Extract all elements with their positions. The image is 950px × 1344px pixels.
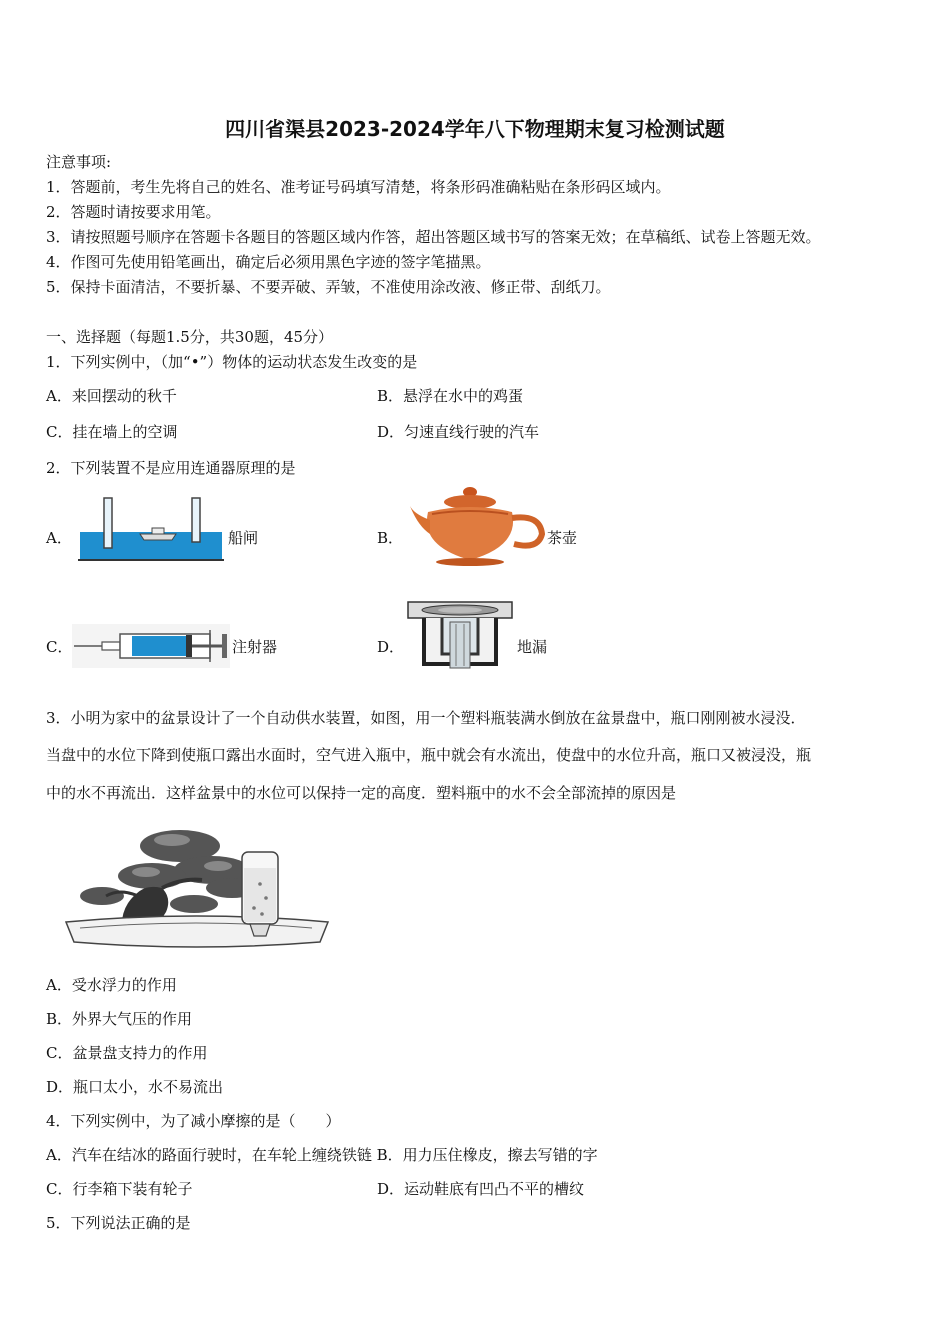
q1-option-b: B．悬浮在水中的鸡蛋: [377, 387, 524, 405]
notice-item: 2．答题时请按要求用笔。: [46, 203, 221, 221]
q2-option-b-label: B．: [377, 529, 404, 547]
q3-option-c: C．盆景盘支持力的作用: [46, 1044, 208, 1062]
notice-item: 3．请按照题号顺序在答题卡各题目的答题区域内作答，超出答题区域书写的答案无效；在草稿纸、试卷上答题无效。: [46, 228, 821, 246]
syringe-figure: [72, 624, 230, 668]
question-4-stem: 4．下列实例中，为了减小摩擦的是（ ）: [46, 1112, 341, 1130]
q2-option-a-label: A．: [46, 529, 72, 547]
q1-option-d: D．匀速直线行驶的汽车: [377, 423, 540, 441]
q4-option-c: C．行李箱下装有轮子: [46, 1180, 193, 1198]
q2-option-c-caption: 注射器: [232, 638, 278, 656]
question-5-stem: 5．下列说法正确的是: [46, 1214, 191, 1232]
page-title: 四川省渠县2023-2024学年八下物理期末复习检测试题: [225, 117, 725, 141]
question-2-stem: 2．下列装置不是应用连通器原理的是: [46, 459, 296, 477]
q2-option-d-label: D．: [377, 638, 405, 656]
ship-lock-figure: [78, 494, 224, 562]
q3-option-d: D．瓶口太小，水不易流出: [46, 1078, 224, 1096]
q4-options-ab: A．汽车在结冰的路面行驶时，在车轮上缠绕铁链 B．用力压住橡皮，擦去写错的字: [46, 1146, 598, 1164]
q3-option-b: B．外界大气压的作用: [46, 1010, 193, 1028]
question-3-line: 中的水不再流出．这样盆景中的水位可以保持一定的高度．塑料瓶中的水不会全部流掉的原因是: [46, 784, 677, 802]
notice-heading: 注意事项:: [46, 153, 112, 171]
q2-option-c-label: C．: [46, 638, 73, 656]
q1-option-a: A．来回摆动的秋千: [46, 387, 177, 405]
question-3-line: 3．小明为家中的盆景设计了一个自动供水装置，如图，用一个塑料瓶装满水倒放在盆景盘中，瓶口刚刚被水浸没．: [46, 709, 806, 727]
notice-item: 4．作图可先使用铅笔画出，确定后必须用黑色字迹的签字笔描黑。: [46, 253, 491, 271]
section-heading: 一、选择题（每题1.5分，共30题，45分）: [46, 328, 334, 346]
q1-option-c: C．挂在墙上的空调: [46, 423, 178, 441]
q4-option-d: D．运动鞋底有凹凸不平的槽纹: [377, 1180, 585, 1198]
q2-option-b-caption: 茶壶: [547, 529, 578, 547]
q2-option-d-caption: 地漏: [517, 638, 548, 656]
question-1-stem: 1．下列实例中，（加“•”）物体的运动状态发生改变的是: [46, 353, 418, 371]
teapot-figure: [408, 484, 548, 566]
notice-item: 5．保持卡面清洁，不要折暴、不要弄破、弄皱，不准使用涂改液、修正带、刮纸刀。: [46, 278, 611, 296]
bonsai-water-device-figure: [62, 818, 332, 954]
q3-option-a: A．受水浮力的作用: [46, 976, 177, 994]
floor-drain-figure: [406, 600, 514, 670]
question-3-line: 当盘中的水位下降到使瓶口露出水面时，空气进入瓶中，瓶中就会有水流出，使盘中的水位升高，瓶口又被浸没，瓶: [46, 746, 812, 764]
q2-option-a-caption: 船闸: [228, 529, 259, 547]
notice-item: 1．答题前，考生先将自己的姓名、准考证号码填写清楚，将条形码准确粘贴在条形码区域内。: [46, 178, 671, 196]
